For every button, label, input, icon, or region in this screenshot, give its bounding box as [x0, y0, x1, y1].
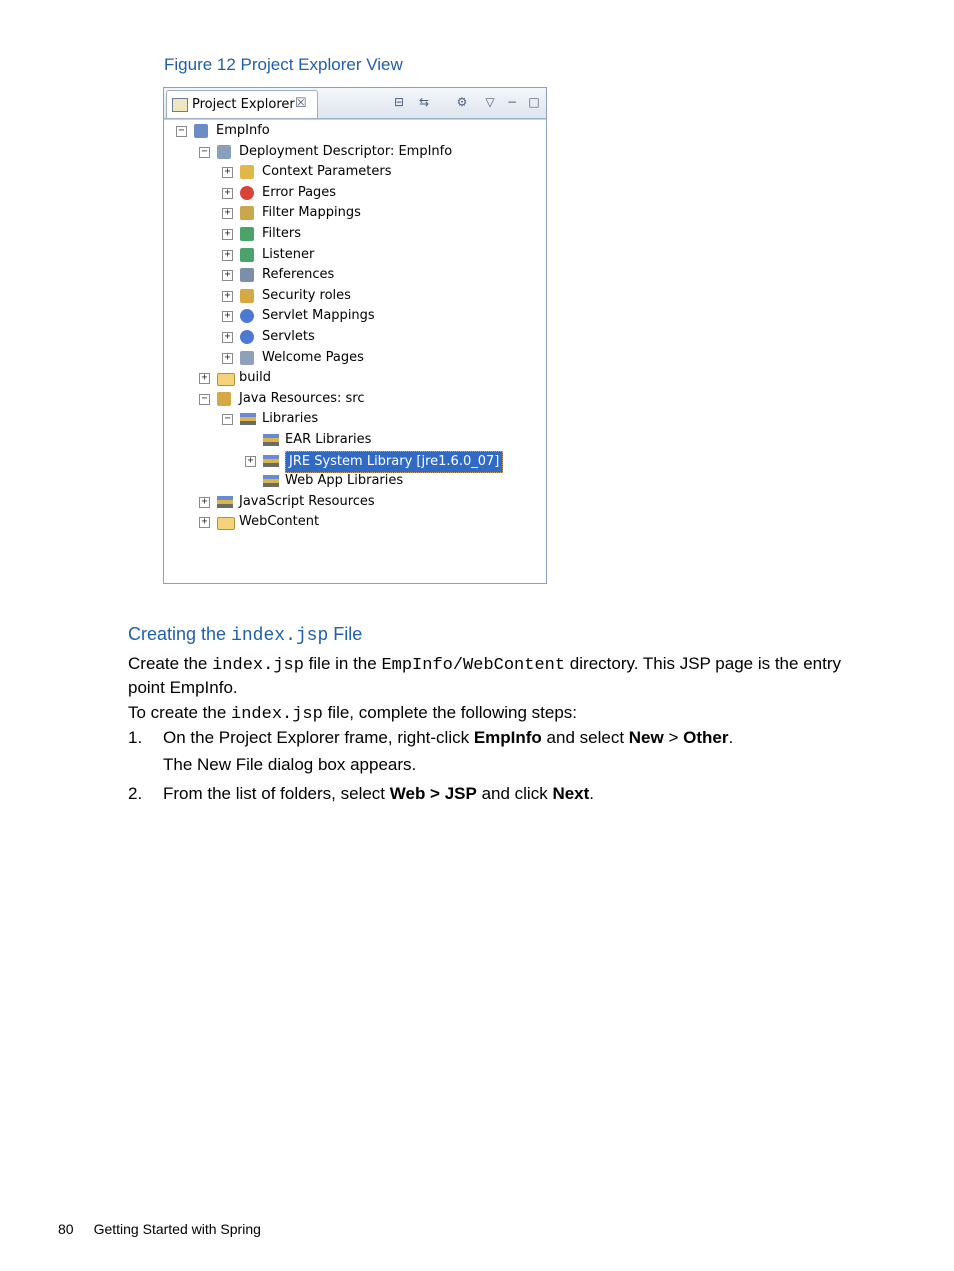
expand-icon[interactable]: +	[199, 373, 210, 384]
paragraph-steps-intro: To create the index.jsp file, complete the following steps:	[128, 703, 578, 724]
step-text: From the list of folders, select Web > JSP and click Next.	[163, 784, 595, 803]
filter-icon[interactable]: ⚙	[456, 95, 468, 109]
filters-icon	[240, 227, 254, 241]
page-footer	[58, 1221, 261, 1237]
panel-header	[164, 88, 546, 119]
expand-icon[interactable]: +	[222, 353, 233, 364]
view-menu-icon[interactable]: ▽	[485, 95, 495, 109]
tree-item-label: References	[262, 267, 335, 283]
tree-item[interactable]	[164, 306, 544, 326]
tree-item-label: Libraries	[262, 411, 319, 427]
step-note: The New File dialog box appears.	[163, 755, 417, 774]
tree-item-label: Deployment Descriptor: EmpInfo	[239, 143, 453, 159]
tree-item[interactable]	[164, 451, 544, 471]
tree-item[interactable]	[164, 389, 544, 409]
expand-icon[interactable]: +	[222, 188, 233, 199]
tree-item[interactable]	[164, 203, 544, 223]
tree-item[interactable]	[164, 121, 544, 141]
tree-item-label: Filter Mappings	[262, 205, 361, 221]
close-icon[interactable]: ☒	[295, 95, 307, 110]
tree-item-label: Error Pages	[262, 184, 337, 200]
references-icon	[240, 268, 254, 282]
tree-item[interactable]	[164, 409, 544, 429]
paragraph-create-file: Create the index.jsp file in the EmpInfo/WebContent directory. This JSP page is the entry point EmpInfo.	[128, 654, 841, 697]
footer-title: Getting Started with Spring	[93, 1221, 261, 1237]
expand-icon[interactable]: +	[222, 229, 233, 240]
library-icon	[263, 475, 279, 487]
security-roles-icon	[240, 289, 254, 303]
error-pages-icon	[240, 186, 254, 200]
collapse-icon[interactable]: −	[222, 414, 233, 425]
step-number: 2.	[128, 784, 143, 803]
library-icon	[217, 496, 233, 508]
tree-item-label: JRE System Library [jre1.6.0_07]	[285, 451, 503, 473]
tree-item[interactable]	[164, 162, 544, 182]
tree-item[interactable]	[164, 348, 544, 368]
collapse-all-icon[interactable]: ⊟	[393, 95, 405, 109]
expand-icon[interactable]: +	[199, 497, 210, 508]
java-resources-icon	[217, 392, 231, 406]
tree-item-label: Listener	[262, 246, 315, 262]
tree-item-label: EAR Libraries	[285, 432, 372, 447]
tree-item-label: Context Parameters	[262, 164, 392, 180]
tree-item-label: Servlets	[262, 329, 315, 344]
expand-icon[interactable]: +	[222, 291, 233, 302]
expand-icon[interactable]: +	[245, 456, 256, 467]
tree-item-label: Servlet Mappings	[262, 308, 375, 324]
deployment-descriptor-icon	[217, 145, 231, 159]
library-icon	[240, 413, 256, 425]
tree-item[interactable]	[164, 368, 544, 388]
collapse-icon[interactable]: −	[176, 126, 187, 137]
tree-item-label: Java Resources: src	[239, 390, 365, 406]
project-tree[interactable]	[164, 119, 546, 582]
expand-icon[interactable]: +	[222, 332, 233, 343]
tree-item[interactable]	[164, 492, 544, 512]
section-heading: Creating the index.jsp File	[128, 624, 363, 646]
tree-item-label: Web App Libraries	[285, 473, 404, 489]
page-number: 80	[58, 1221, 74, 1237]
context-parameters-icon	[240, 165, 254, 179]
project-explorer-panel	[163, 87, 547, 584]
tree-item[interactable]	[164, 183, 544, 203]
minimize-icon[interactable]: −	[506, 95, 518, 109]
expand-icon[interactable]: +	[199, 517, 210, 528]
tab-project-explorer[interactable]	[166, 90, 318, 118]
tree-item[interactable]	[164, 142, 544, 162]
project-explorer-icon	[172, 98, 188, 112]
tree-item-label: EmpInfo	[216, 123, 270, 138]
expand-icon[interactable]: +	[222, 311, 233, 322]
folder-icon	[217, 373, 235, 386]
figure-caption: Figure 12 Project Explorer View	[164, 55, 403, 74]
collapse-icon[interactable]: −	[199, 394, 210, 405]
project-icon	[194, 124, 208, 138]
expand-icon[interactable]: +	[222, 250, 233, 261]
library-icon	[263, 455, 279, 467]
expand-icon[interactable]: +	[222, 270, 233, 281]
tree-item-label: Filters	[262, 226, 301, 241]
tree-item-label: JavaScript Resources	[239, 493, 375, 509]
tree-item[interactable]	[164, 512, 544, 532]
tree-item[interactable]	[164, 327, 544, 347]
collapse-icon[interactable]: −	[199, 147, 210, 158]
link-editor-icon[interactable]: ⇆	[418, 95, 430, 109]
filter-mappings-icon	[240, 206, 254, 220]
tree-item[interactable]	[164, 286, 544, 306]
listener-icon	[240, 248, 254, 262]
servlet-mappings-icon	[240, 309, 254, 323]
library-icon	[263, 434, 279, 446]
step-number: 1.	[128, 728, 143, 747]
tree-item[interactable]	[164, 224, 544, 244]
folder-icon	[217, 517, 235, 530]
tree-item[interactable]	[164, 471, 544, 491]
maximize-icon[interactable]: □	[528, 95, 540, 109]
tree-item-label: Welcome Pages	[262, 349, 364, 365]
tree-item[interactable]	[164, 265, 544, 285]
step-text: On the Project Explorer frame, right-click EmpInfo and select New > Other.	[163, 728, 734, 747]
tree-item-label: Security roles	[262, 287, 351, 303]
expand-icon[interactable]: +	[222, 167, 233, 178]
tree-item[interactable]	[164, 430, 544, 450]
tab-label: Project Explorer	[192, 97, 295, 112]
tree-item[interactable]	[164, 245, 544, 265]
expand-icon[interactable]: +	[222, 208, 233, 219]
tree-item-label: WebContent	[239, 514, 320, 530]
welcome-pages-icon	[240, 351, 254, 365]
servlets-icon	[240, 330, 254, 344]
tree-item-label: build	[239, 370, 271, 386]
